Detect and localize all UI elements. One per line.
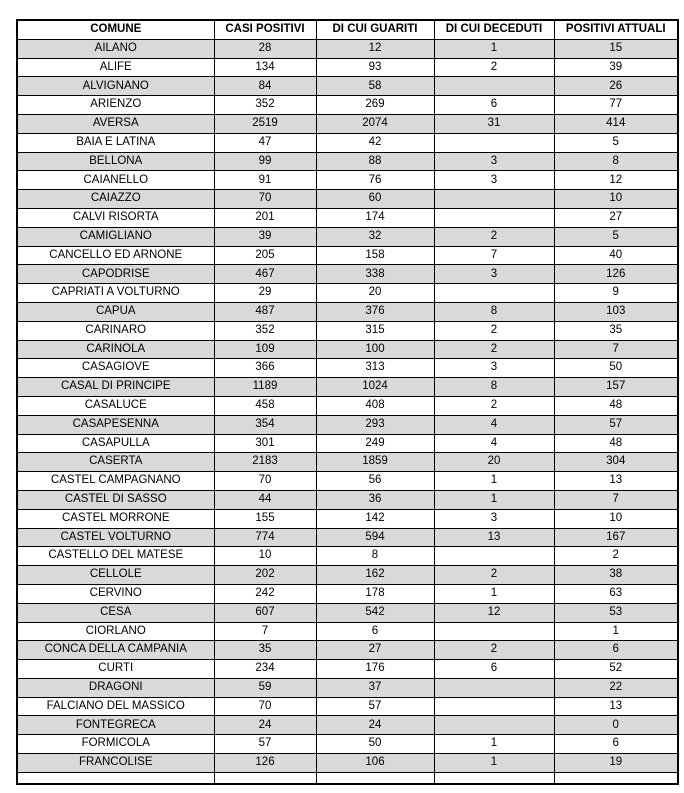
- value-cell: 1: [434, 472, 554, 491]
- value-cell: 100: [316, 340, 434, 359]
- table-row: [17, 359, 678, 378]
- value-cell: 354: [214, 415, 316, 434]
- comune-cell: CAMIGLIANO: [17, 227, 214, 246]
- comune-cell: CERVINO: [17, 584, 214, 603]
- value-cell: 5: [554, 227, 678, 246]
- column-header: DI CUI DECEDUTI: [434, 20, 554, 39]
- value-cell: 126: [214, 754, 316, 773]
- empty-cell: [434, 772, 554, 784]
- value-cell: 1: [434, 754, 554, 773]
- comune-cell: FRANCOLISE: [17, 754, 214, 773]
- table-row: [17, 378, 678, 397]
- table-row: [17, 453, 678, 472]
- table-row: [17, 96, 678, 115]
- value-cell: 1: [434, 584, 554, 603]
- table-row: [17, 735, 678, 754]
- value-cell: 158: [316, 246, 434, 265]
- value-cell: 13: [554, 697, 678, 716]
- value-cell: 2: [434, 227, 554, 246]
- value-cell: 63: [554, 584, 678, 603]
- value-cell: 338: [316, 265, 434, 284]
- value-cell: 12: [434, 603, 554, 622]
- value-cell: 48: [554, 434, 678, 453]
- value-cell: 142: [316, 509, 434, 528]
- value-cell: [434, 716, 554, 735]
- comune-cell: CALVI RISORTA: [17, 208, 214, 227]
- table-row: [17, 77, 678, 96]
- value-cell: 376: [316, 302, 434, 321]
- value-cell: 93: [316, 58, 434, 77]
- value-cell: 47: [214, 133, 316, 152]
- value-cell: 162: [316, 566, 434, 585]
- value-cell: 167: [554, 528, 678, 547]
- table-row: [17, 754, 678, 773]
- comune-cell: ALIFE: [17, 58, 214, 77]
- value-cell: 70: [214, 472, 316, 491]
- value-cell: 12: [316, 39, 434, 58]
- table-row-cutoff: [17, 772, 678, 784]
- value-cell: 1: [434, 490, 554, 509]
- value-cell: 44: [214, 490, 316, 509]
- comune-cell: CELLOLE: [17, 566, 214, 585]
- comune-cell: CAPUA: [17, 302, 214, 321]
- value-cell: 201: [214, 208, 316, 227]
- value-cell: 8: [316, 547, 434, 566]
- comune-cell: FORMICOLA: [17, 735, 214, 754]
- table-row: [17, 603, 678, 622]
- table-row: [17, 171, 678, 190]
- value-cell: 2: [434, 58, 554, 77]
- value-cell: 1: [434, 39, 554, 58]
- comune-cell: CASAPESENNA: [17, 415, 214, 434]
- table-row: [17, 566, 678, 585]
- value-cell: 13: [434, 528, 554, 547]
- table-row: [17, 509, 678, 528]
- value-cell: 7: [434, 246, 554, 265]
- value-cell: 134: [214, 58, 316, 77]
- value-cell: 88: [316, 152, 434, 171]
- value-cell: 202: [214, 566, 316, 585]
- value-cell: 10: [554, 509, 678, 528]
- value-cell: 1024: [316, 378, 434, 397]
- value-cell: 70: [214, 190, 316, 209]
- table-row: [17, 265, 678, 284]
- column-header: DI CUI GUARITI: [316, 20, 434, 39]
- comune-cell: CURTI: [17, 660, 214, 679]
- value-cell: 20: [316, 284, 434, 303]
- comune-cell: BAIA E LATINA: [17, 133, 214, 152]
- value-cell: 304: [554, 453, 678, 472]
- value-cell: 35: [554, 321, 678, 340]
- table-row: [17, 472, 678, 491]
- value-cell: 4: [434, 415, 554, 434]
- column-header: POSITIVI ATTUALI: [554, 20, 678, 39]
- table-row: [17, 415, 678, 434]
- value-cell: 39: [554, 58, 678, 77]
- value-cell: 32: [316, 227, 434, 246]
- table-row: [17, 302, 678, 321]
- table-row: [17, 340, 678, 359]
- value-cell: 70: [214, 697, 316, 716]
- table-row: [17, 528, 678, 547]
- table-header-row: [17, 20, 678, 39]
- value-cell: 36: [316, 490, 434, 509]
- value-cell: 76: [316, 171, 434, 190]
- table-row: [17, 190, 678, 209]
- covid-comuni-table: [16, 19, 679, 785]
- value-cell: 178: [316, 584, 434, 603]
- value-cell: 1189: [214, 378, 316, 397]
- table-row: [17, 152, 678, 171]
- value-cell: [434, 697, 554, 716]
- value-cell: 48: [554, 396, 678, 415]
- comune-cell: CASTEL CAMPAGNANO: [17, 472, 214, 491]
- value-cell: [434, 547, 554, 566]
- empty-cell: [214, 772, 316, 784]
- value-cell: 293: [316, 415, 434, 434]
- table-row: [17, 246, 678, 265]
- value-cell: 24: [316, 716, 434, 735]
- value-cell: 13: [554, 472, 678, 491]
- value-cell: 1: [434, 735, 554, 754]
- column-header: COMUNE: [17, 20, 214, 39]
- value-cell: 84: [214, 77, 316, 96]
- value-cell: 26: [554, 77, 678, 96]
- value-cell: 50: [554, 359, 678, 378]
- value-cell: 59: [214, 678, 316, 697]
- value-cell: 607: [214, 603, 316, 622]
- table-row: [17, 396, 678, 415]
- value-cell: 176: [316, 660, 434, 679]
- value-cell: 52: [554, 660, 678, 679]
- value-cell: 58: [316, 77, 434, 96]
- value-cell: 8: [434, 378, 554, 397]
- value-cell: [434, 622, 554, 641]
- value-cell: 29: [214, 284, 316, 303]
- comune-cell: CASAGIOVE: [17, 359, 214, 378]
- comune-cell: CIORLANO: [17, 622, 214, 641]
- value-cell: 60: [316, 190, 434, 209]
- table-row: [17, 208, 678, 227]
- value-cell: 2519: [214, 114, 316, 133]
- value-cell: 27: [316, 641, 434, 660]
- value-cell: [434, 190, 554, 209]
- value-cell: 269: [316, 96, 434, 115]
- value-cell: 57: [214, 735, 316, 754]
- table-row: [17, 284, 678, 303]
- value-cell: 542: [316, 603, 434, 622]
- value-cell: 8: [434, 302, 554, 321]
- value-cell: 1859: [316, 453, 434, 472]
- value-cell: 19: [554, 754, 678, 773]
- value-cell: 467: [214, 265, 316, 284]
- table-row: [17, 321, 678, 340]
- table-row: [17, 547, 678, 566]
- value-cell: 39: [214, 227, 316, 246]
- value-cell: 12: [554, 171, 678, 190]
- value-cell: 6: [434, 96, 554, 115]
- table-row: [17, 678, 678, 697]
- value-cell: 155: [214, 509, 316, 528]
- value-cell: 56: [316, 472, 434, 491]
- value-cell: 249: [316, 434, 434, 453]
- table-row: [17, 622, 678, 641]
- value-cell: 106: [316, 754, 434, 773]
- value-cell: 2183: [214, 453, 316, 472]
- value-cell: 3: [434, 171, 554, 190]
- comune-cell: CAPRIATI A VOLTURNO: [17, 284, 214, 303]
- value-cell: 234: [214, 660, 316, 679]
- value-cell: 57: [316, 697, 434, 716]
- table-row: [17, 39, 678, 58]
- table-row: [17, 697, 678, 716]
- comune-cell: ARIENZO: [17, 96, 214, 115]
- value-cell: 5: [554, 133, 678, 152]
- value-cell: 174: [316, 208, 434, 227]
- comune-cell: CANCELLO ED ARNONE: [17, 246, 214, 265]
- value-cell: 37: [316, 678, 434, 697]
- value-cell: 57: [554, 415, 678, 434]
- value-cell: 352: [214, 96, 316, 115]
- comune-cell: AILANO: [17, 39, 214, 58]
- value-cell: 2: [434, 641, 554, 660]
- value-cell: 20: [434, 453, 554, 472]
- value-cell: 6: [316, 622, 434, 641]
- value-cell: 774: [214, 528, 316, 547]
- table-row: [17, 490, 678, 509]
- value-cell: 8: [554, 152, 678, 171]
- comune-cell: CARINOLA: [17, 340, 214, 359]
- value-cell: 594: [316, 528, 434, 547]
- value-cell: 2: [434, 321, 554, 340]
- table-body: [17, 39, 678, 784]
- comune-cell: CAIANELLO: [17, 171, 214, 190]
- value-cell: 315: [316, 321, 434, 340]
- value-cell: 1: [554, 622, 678, 641]
- table-row: [17, 227, 678, 246]
- value-cell: 0: [554, 716, 678, 735]
- table-row: [17, 133, 678, 152]
- value-cell: 38: [554, 566, 678, 585]
- comune-cell: DRAGONI: [17, 678, 214, 697]
- value-cell: 3: [434, 509, 554, 528]
- value-cell: 50: [316, 735, 434, 754]
- value-cell: 99: [214, 152, 316, 171]
- value-cell: 366: [214, 359, 316, 378]
- value-cell: 7: [554, 340, 678, 359]
- value-cell: 15: [554, 39, 678, 58]
- comune-cell: BELLONA: [17, 152, 214, 171]
- value-cell: 91: [214, 171, 316, 190]
- value-cell: 301: [214, 434, 316, 453]
- value-cell: 414: [554, 114, 678, 133]
- value-cell: 6: [554, 641, 678, 660]
- comune-cell: CONCA DELLA CAMPANIA: [17, 641, 214, 660]
- value-cell: 7: [554, 490, 678, 509]
- comune-cell: CASERTA: [17, 453, 214, 472]
- comune-cell: CASAPULLA: [17, 434, 214, 453]
- table-row: [17, 434, 678, 453]
- value-cell: [434, 77, 554, 96]
- comune-cell: CAIAZZO: [17, 190, 214, 209]
- value-cell: 103: [554, 302, 678, 321]
- value-cell: 352: [214, 321, 316, 340]
- value-cell: [434, 133, 554, 152]
- comune-cell: CASTEL DI SASSO: [17, 490, 214, 509]
- column-header: CASI POSITIVI: [214, 20, 316, 39]
- value-cell: 22: [554, 678, 678, 697]
- value-cell: [434, 284, 554, 303]
- value-cell: 2: [434, 396, 554, 415]
- table-row: [17, 114, 678, 133]
- value-cell: 109: [214, 340, 316, 359]
- comune-cell: CASTEL VOLTURNO: [17, 528, 214, 547]
- value-cell: 458: [214, 396, 316, 415]
- comune-cell: AVERSA: [17, 114, 214, 133]
- comune-cell: ALVIGNANO: [17, 77, 214, 96]
- comune-cell: CASTELLO DEL MATESE: [17, 547, 214, 566]
- value-cell: 10: [554, 190, 678, 209]
- value-cell: 242: [214, 584, 316, 603]
- value-cell: 2: [434, 340, 554, 359]
- comune-cell: CASTEL MORRONE: [17, 509, 214, 528]
- value-cell: 10: [214, 547, 316, 566]
- table-row: [17, 641, 678, 660]
- comune-cell: CASAL DI PRINCIPE: [17, 378, 214, 397]
- value-cell: 6: [554, 735, 678, 754]
- comune-cell: CARINARO: [17, 321, 214, 340]
- empty-cell: [316, 772, 434, 784]
- table-row: [17, 58, 678, 77]
- empty-cell: [554, 772, 678, 784]
- value-cell: 27: [554, 208, 678, 227]
- value-cell: 3: [434, 265, 554, 284]
- value-cell: 77: [554, 96, 678, 115]
- comune-cell: CESA: [17, 603, 214, 622]
- value-cell: 2: [554, 547, 678, 566]
- value-cell: 408: [316, 396, 434, 415]
- empty-cell: [17, 772, 214, 784]
- value-cell: 3: [434, 359, 554, 378]
- value-cell: 487: [214, 302, 316, 321]
- comune-cell: FONTEGRECA: [17, 716, 214, 735]
- value-cell: 42: [316, 133, 434, 152]
- table-row: [17, 660, 678, 679]
- value-cell: 24: [214, 716, 316, 735]
- comune-cell: CAPODRISE: [17, 265, 214, 284]
- comune-cell: FALCIANO DEL MASSICO: [17, 697, 214, 716]
- value-cell: 2: [434, 566, 554, 585]
- value-cell: 157: [554, 378, 678, 397]
- value-cell: 40: [554, 246, 678, 265]
- value-cell: 2074: [316, 114, 434, 133]
- value-cell: 313: [316, 359, 434, 378]
- table-row: [17, 584, 678, 603]
- value-cell: 28: [214, 39, 316, 58]
- value-cell: 53: [554, 603, 678, 622]
- comune-cell: CASALUCE: [17, 396, 214, 415]
- value-cell: 126: [554, 265, 678, 284]
- value-cell: 3: [434, 152, 554, 171]
- value-cell: 205: [214, 246, 316, 265]
- value-cell: 9: [554, 284, 678, 303]
- value-cell: [434, 208, 554, 227]
- value-cell: [434, 678, 554, 697]
- value-cell: 31: [434, 114, 554, 133]
- value-cell: 7: [214, 622, 316, 641]
- value-cell: 4: [434, 434, 554, 453]
- table-row: [17, 716, 678, 735]
- value-cell: 6: [434, 660, 554, 679]
- value-cell: 35: [214, 641, 316, 660]
